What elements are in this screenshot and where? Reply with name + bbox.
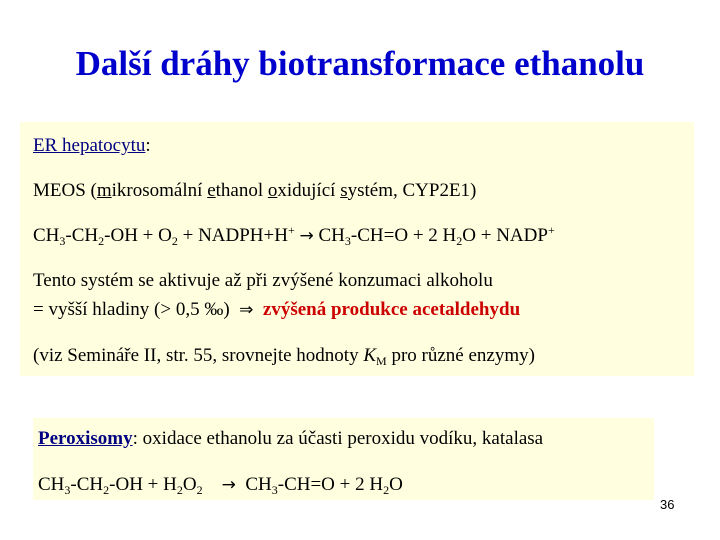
peroxisome-description: : oxidace ethanolu za účasti peroxidu vodíku, katalasa [132,428,544,449]
meos-text: xidující [277,180,341,201]
meos-equation: $CH_3-CH_2-OH + O_2$ + NADPH+H+ → $CH_3-CH=O + 2$ $H_2O$ + NADP+ [33,223,555,248]
er-heading-colon: : [145,135,151,156]
peroxisome-heading-line [38,428,543,450]
meos-line [33,180,476,202]
implies-arrow-icon: ⇒ [239,300,254,320]
meos-letter-m: m [96,180,112,201]
meos-text: thanol [215,180,268,201]
er-heading: ER hepatocytu [33,135,146,156]
acetaldehyde-highlight: zvýšená produkce acetaldehydu [262,299,521,320]
peroxisome-heading: Peroxisomy [38,428,133,449]
slide-title: Další dráhy biotransformace ethanolu [75,44,645,83]
system-line-2-text: = vyšší hladiny (> 0,5 ‰) [33,299,230,320]
system-line-1: Tento systém se aktivuje až při zvýšené konzumaci alkoholu [33,270,493,291]
meos-letter-s: s [340,180,348,201]
meos-text: MEOS ( [33,180,97,201]
seminar-note: (viz Semináře II, str. 55, srovnejte hodnoty $K_M$ pro různé enzymy) [33,345,535,368]
reaction-arrow-icon: → [221,475,236,495]
meos-letter-o: o [267,180,278,201]
meos-text: ikrosomální [111,180,208,201]
system-line-2 [33,299,520,321]
peroxisome-equation: $CH_3-CH_2-OH + H_2O_2$ → $CH_3-CH=O + 2$ $H_2O$ [38,474,403,497]
meos-text: ystém, CYP2E1) [347,180,477,201]
reaction-arrow-icon: → [299,226,314,246]
meos-letter-e: e [207,180,216,201]
er-box [20,122,694,376]
page-number: 36 [660,497,675,512]
er-heading-line [33,135,151,157]
